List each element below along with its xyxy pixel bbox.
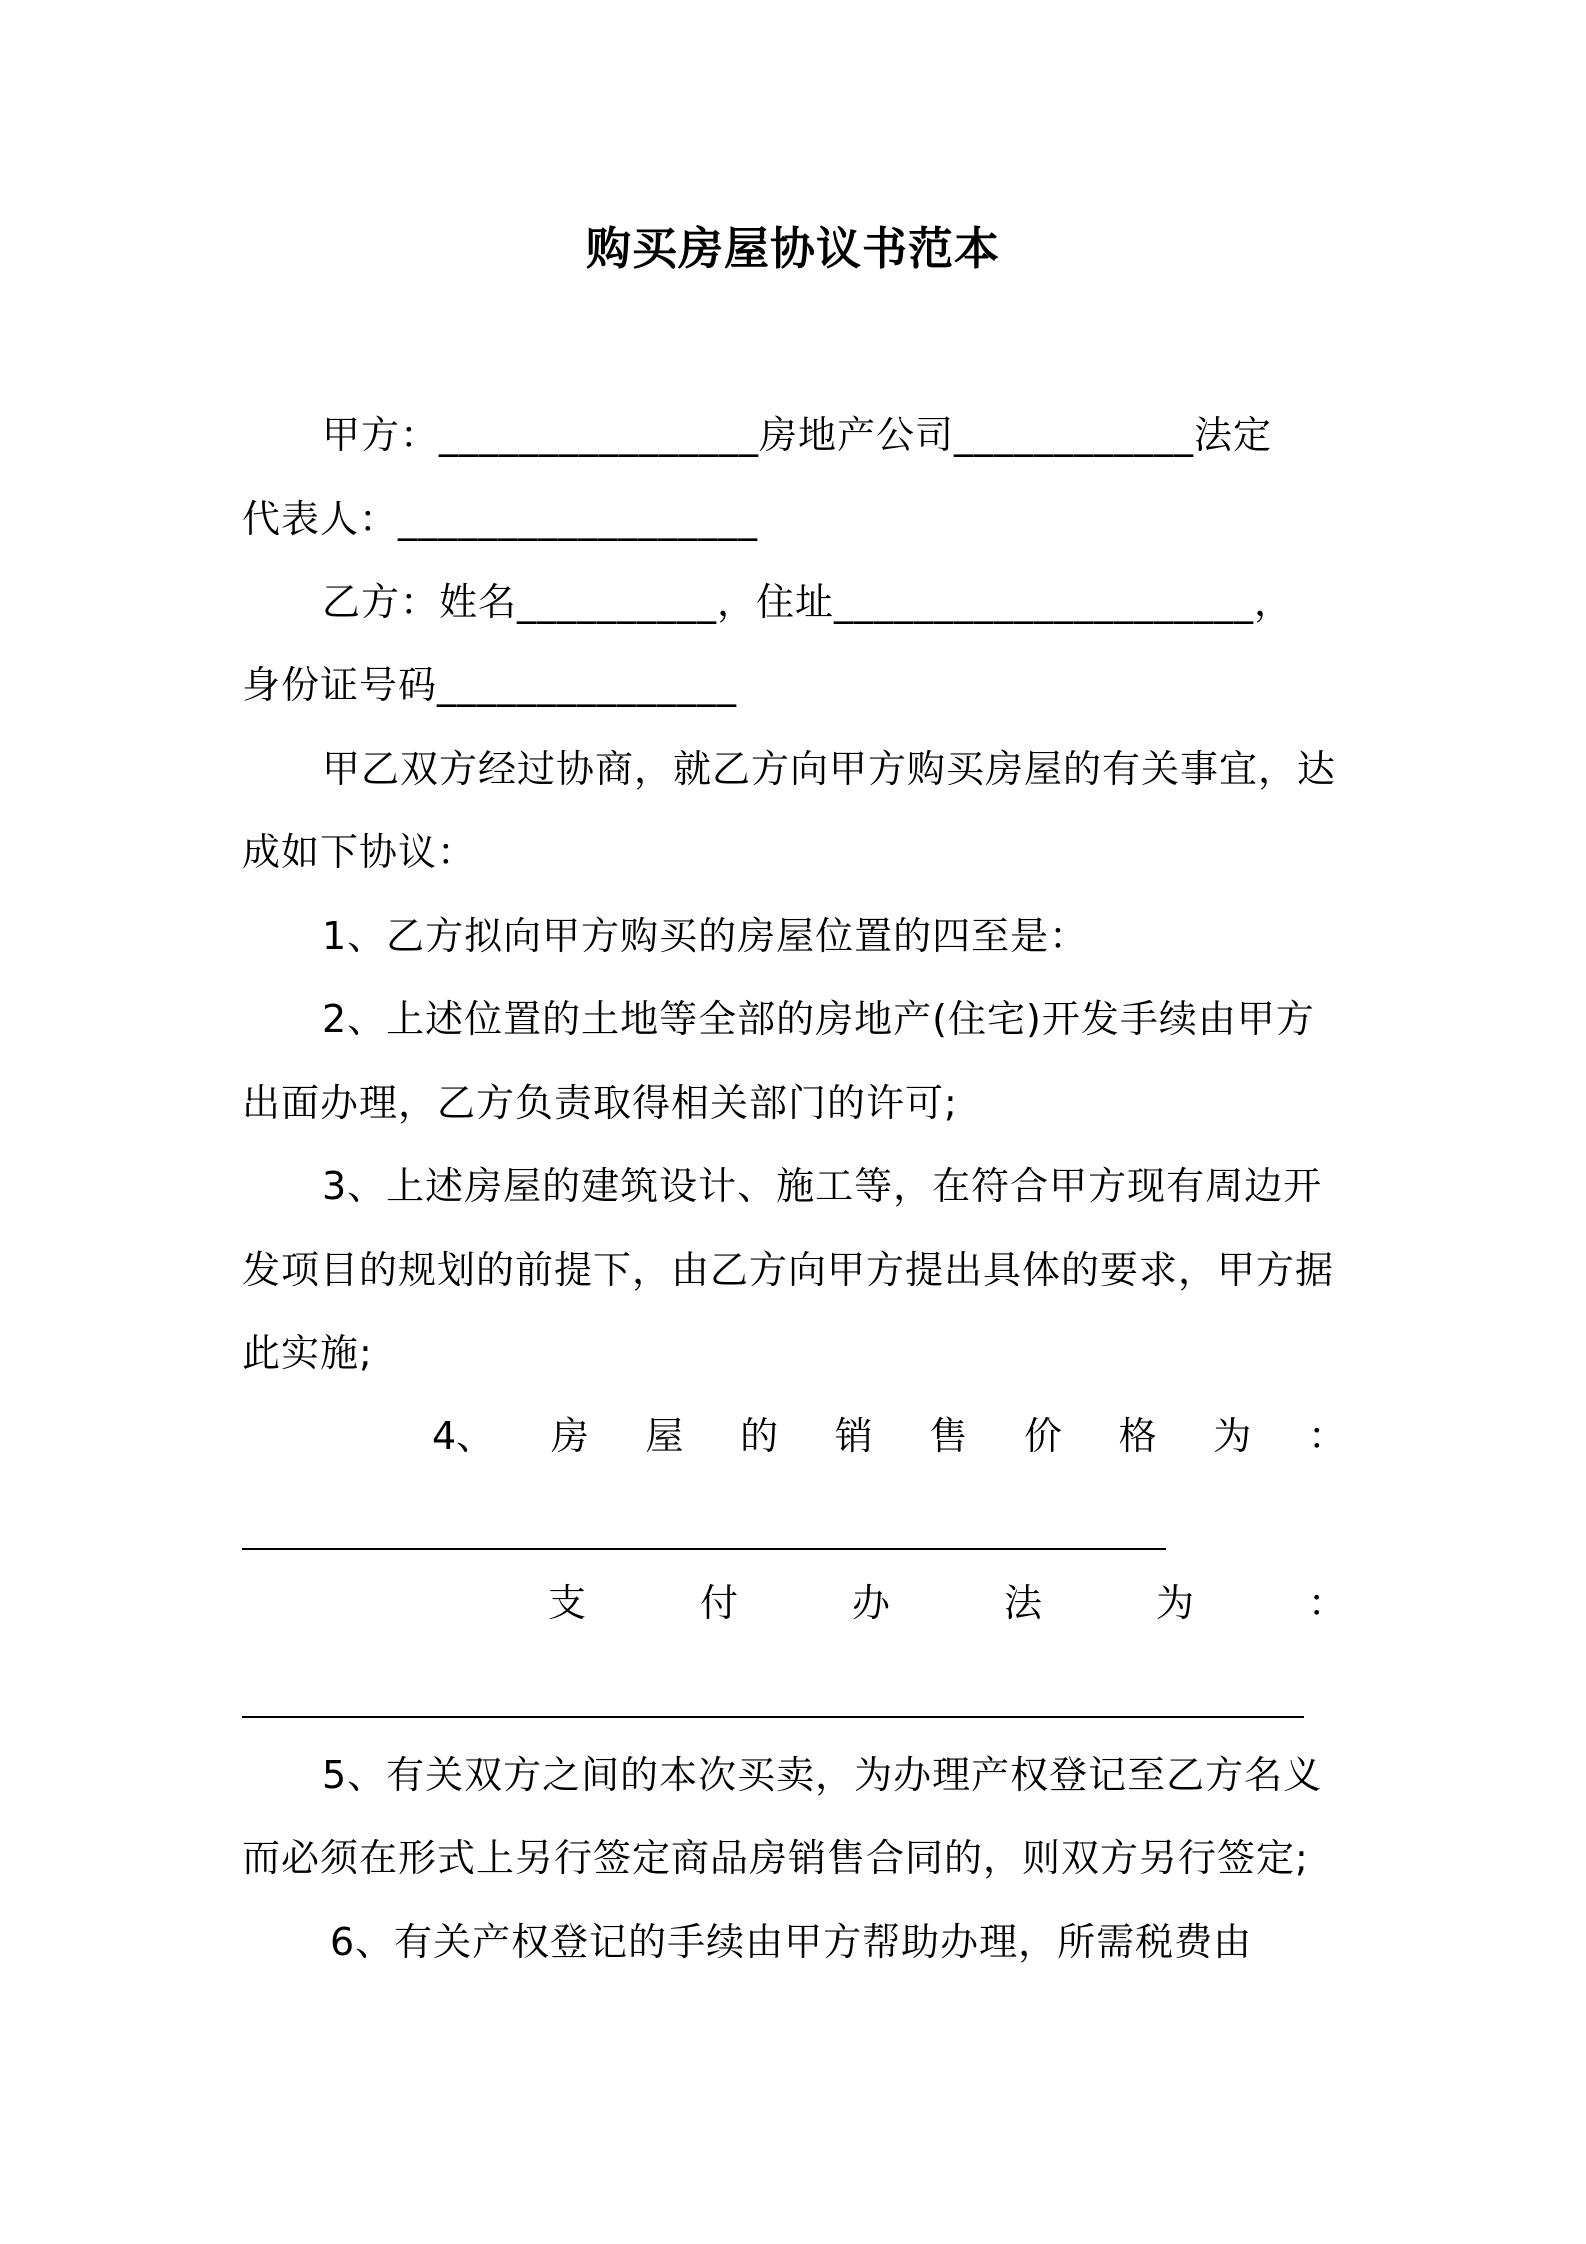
legal-representative-line: 代表人：__________________ <box>242 497 759 541</box>
price-char: 售 <box>929 1414 968 1458</box>
clause-3-line-2: 发项目的规划的前提下，由乙方向甲方提出具体的要求，甲方据 <box>242 1248 1335 1292</box>
clause-5-line-1: 5、有关双方之间的本次买卖，为办理产权登记至乙方名义 <box>322 1753 1323 1797</box>
payment-method-line <box>548 1578 1346 1628</box>
clause-6-line-1: 6、有关产权登记的手续由甲方帮助办理，所需税费由 <box>330 1920 1253 1964</box>
payment-char: 付 <box>699 1581 738 1625</box>
id-number-line: 身份证号码_______________ <box>242 663 738 707</box>
payment-char: 支 <box>548 1581 587 1625</box>
price-char: 4、 <box>432 1414 495 1458</box>
clause-2-line-2: 出面办理，乙方负责取得相关部门的许可; <box>242 1081 958 1125</box>
clause-4-price-line <box>432 1411 1346 1461</box>
payment-char: 法 <box>1003 1581 1042 1625</box>
price-char: 屋 <box>645 1414 684 1458</box>
price-char: 价 <box>1024 1414 1063 1458</box>
party-a-line: 甲方：________________房地产公司____________法定 <box>322 413 1273 457</box>
payment-char: 为 <box>1155 1581 1194 1625</box>
preamble-line-1: 甲乙双方经过协商，就乙方向甲方购买房屋的有关事宜，达 <box>322 747 1337 791</box>
clause-1: 1、乙方拟向甲方购买的房屋位置的四至是： <box>322 914 1089 958</box>
party-b-line: 乙方：姓名__________，住址_____________________， <box>322 580 1294 624</box>
document-title: 购买房屋协议书范本 <box>585 222 1000 275</box>
payment-blank-rule <box>242 1716 1304 1718</box>
price-blank-rule <box>242 1548 1166 1550</box>
clause-3-line-1: 3、上述房屋的建筑设计、施工等，在符合甲方现有周边开 <box>322 1164 1323 1208</box>
price-char: 格 <box>1118 1414 1157 1458</box>
clause-5-line-2: 而必须在形式上另行签定商品房销售合同的，则双方另行签定; <box>242 1836 1309 1880</box>
payment-char: 办 <box>851 1581 890 1625</box>
price-char: 的 <box>740 1414 779 1458</box>
clause-3-line-3: 此实施; <box>242 1331 373 1375</box>
price-char: ： <box>1307 1414 1346 1458</box>
preamble-line-2: 成如下协议： <box>242 830 477 874</box>
price-char: 为 <box>1213 1414 1252 1458</box>
payment-char: ： <box>1307 1581 1346 1625</box>
price-char: 房 <box>550 1414 589 1458</box>
clause-2-line-1: 2、上述位置的土地等全部的房地产(住宅)开发手续由甲方 <box>322 997 1315 1041</box>
price-char: 销 <box>834 1414 873 1458</box>
